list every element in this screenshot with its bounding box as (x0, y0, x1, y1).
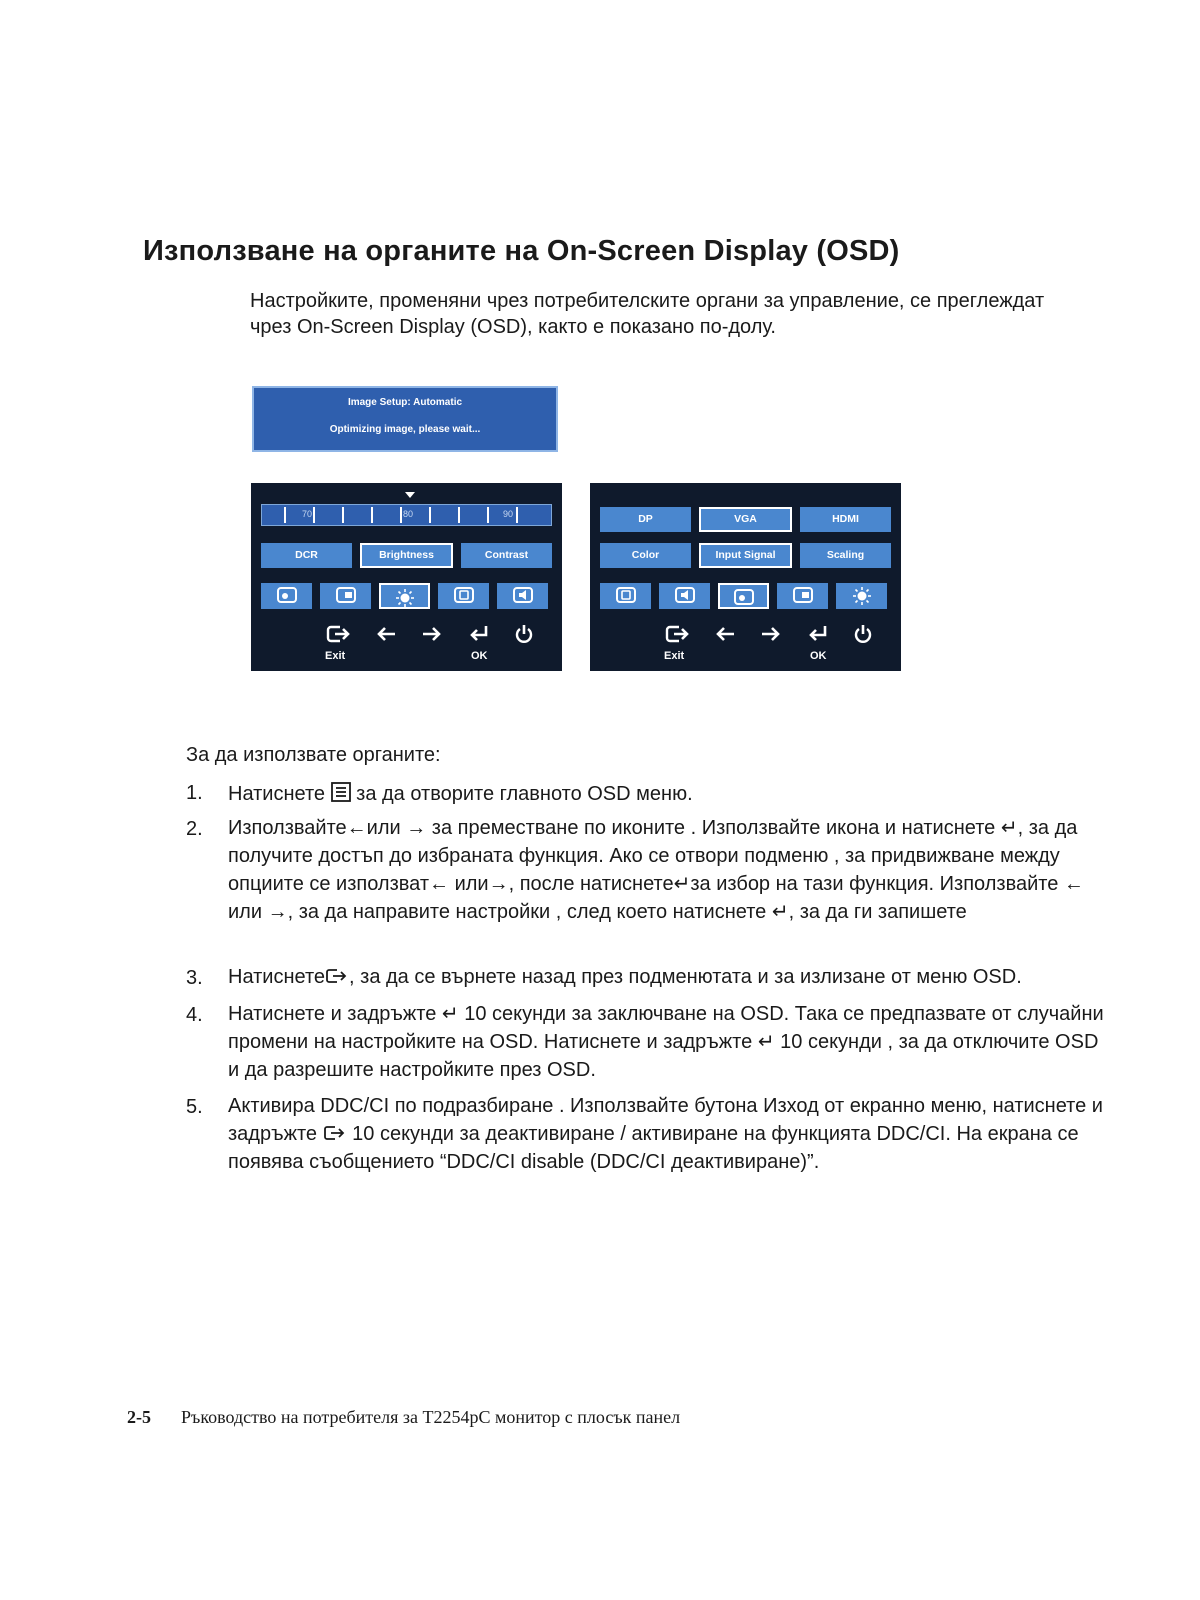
enter-icon[interactable] (467, 623, 489, 651)
exit-label: Exit (325, 650, 346, 662)
enter-icon[interactable] (806, 623, 828, 651)
step-text: Натиснете и задръжте (228, 1003, 437, 1025)
osd-brightness-panel (251, 483, 562, 671)
enter-icon: ↵ (1000, 817, 1018, 839)
exit-icon (323, 1124, 347, 1142)
left-arrow-icon: ← (1063, 873, 1084, 895)
image-properties-icon-button[interactable] (320, 583, 371, 609)
input-signal-icon-button[interactable] (600, 583, 651, 609)
dp-button[interactable]: DP (600, 507, 691, 532)
sun-icon (851, 587, 873, 605)
ok-label: OK (810, 650, 827, 662)
image-properties-icon (793, 587, 813, 603)
color-button[interactable]: Color (600, 543, 691, 568)
step-text: , за да ги запишете (788, 901, 967, 923)
scale-tick (516, 507, 518, 523)
input-signal-button[interactable]: Input Signal (699, 543, 792, 568)
sun-icon (394, 589, 416, 607)
scale-tick (342, 507, 344, 523)
osd-input-signal-panel (590, 483, 901, 671)
step-text: Натиснете (228, 966, 326, 988)
step-text: , за да получите достъп до избраната функция. Ако се отвори подменю , за придвижване между опциите се използват (228, 817, 1078, 895)
ok-label: OK (471, 650, 488, 662)
step-text: за избор на тази функция. Използвайте (690, 873, 1059, 895)
brightness-icon-button[interactable] (379, 583, 430, 609)
power-icon[interactable] (852, 623, 874, 651)
image-setup-icon-button[interactable] (261, 583, 312, 609)
step-number: 5. (186, 1096, 203, 1118)
enter-icon: ↵ (673, 873, 691, 895)
scale-tick (371, 507, 373, 523)
section-heading: Използване на органите на On-Screen Display (OSD) (143, 235, 900, 267)
scale-tick (284, 507, 286, 523)
scale-number: 90 (503, 509, 514, 519)
scale-tick (400, 507, 402, 523)
exit-icon (325, 967, 349, 985)
scaling-button[interactable]: Scaling (800, 543, 891, 568)
scale-number: 80 (403, 509, 414, 519)
brightness-button[interactable]: Brightness (360, 543, 453, 568)
osd-status-banner (252, 386, 558, 452)
input-signal-icon-button[interactable] (438, 583, 489, 609)
right-arrow-icon: → (488, 873, 509, 895)
monitor-icon (616, 587, 636, 603)
left-arrow-icon[interactable] (375, 623, 397, 651)
instructions-lead: За да използвате органите: (186, 744, 441, 766)
exit-icon[interactable] (326, 623, 352, 651)
step-text: за да отворите главното OSD меню. (356, 783, 693, 805)
left-arrow-icon[interactable] (714, 623, 736, 651)
scale-tick (313, 507, 315, 523)
image-setup-icon (734, 589, 754, 605)
step-text: 10 секунди , за да отключите OSD и да разрешите настройките през OSD. (228, 1031, 1099, 1081)
right-arrow-icon: → (406, 817, 427, 839)
right-arrow-icon[interactable] (421, 623, 443, 651)
vga-button[interactable]: VGA (699, 507, 792, 532)
step-text: Натиснете (228, 783, 326, 805)
image-setup-icon-button[interactable] (718, 583, 769, 609)
right-arrow-icon: → (267, 901, 288, 923)
step-text: , после натиснете (508, 873, 674, 895)
scale-tick (487, 507, 489, 523)
left-arrow-icon: ← (429, 873, 449, 895)
step-text: за преместване по иконите . Използвайте икона и натиснете (431, 817, 996, 839)
step-text: 10 секунди за заключване на OSD. Така се предпазвате от случайни промени на настройките на OSD. Натиснете и задръжте (228, 1003, 1104, 1053)
page-number: 2-5 (127, 1407, 151, 1427)
scale-pointer-icon (405, 492, 415, 498)
scale-number: 70 (302, 509, 313, 519)
brightness-icon-button[interactable] (836, 583, 887, 609)
menu-icon (331, 782, 351, 802)
brightness-scale[interactable] (261, 504, 552, 526)
exit-icon[interactable] (665, 623, 691, 651)
banner-title: Image Setup: Automatic (347, 397, 463, 408)
intro-paragraph: Настройките, променяни чрез потребителските органи за управление, се преглеждат чрез On-Screen Display (OSD), както е показано по-долу. (250, 290, 1045, 338)
image-setup-icon (277, 587, 297, 603)
banner-message: Optimizing image, please wait... (329, 424, 481, 435)
step-text: или (454, 873, 489, 895)
speaker-icon (513, 587, 533, 603)
step-number: 2. (186, 818, 203, 840)
step-text: Активира DDC/CI по подразбиране . Използвайте бутона Изход от екранно меню, натиснете и задръжте (228, 1095, 1103, 1145)
enter-icon: ↵ (441, 1003, 459, 1025)
options-icon-button[interactable] (659, 583, 710, 609)
step-text: Използвайте (228, 817, 347, 839)
scale-tick (458, 507, 460, 523)
page-footer (127, 1407, 680, 1428)
options-icon-button[interactable] (497, 583, 548, 609)
step-text: или (366, 817, 401, 839)
footer-title: Ръководство на потребителя за T2254pC монитор с плосък панел (181, 1407, 681, 1427)
hdmi-button[interactable]: HDMI (800, 507, 891, 532)
scale-tick (429, 507, 431, 523)
step-text: или (228, 901, 263, 923)
step-text: 10 секунди за деактивиране / активиране на функцията DDC/CI. На екрана се появява съобщението “DDC/CI disable (DDC/CI деактивиране)”. (228, 1123, 1079, 1173)
image-properties-icon-button[interactable] (777, 583, 828, 609)
exit-label: Exit (664, 650, 685, 662)
step-number: 4. (186, 1004, 203, 1026)
image-properties-icon (336, 587, 356, 603)
step-text: , за да се върнете назад през подменютата и за излизане от меню OSD. (349, 966, 1022, 988)
enter-icon: ↵ (771, 901, 789, 923)
monitor-icon (454, 587, 474, 603)
step-number: 3. (186, 967, 203, 989)
contrast-button[interactable]: Contrast (461, 543, 552, 568)
right-arrow-icon[interactable] (760, 623, 782, 651)
power-icon[interactable] (513, 623, 535, 651)
dcr-button[interactable]: DCR (261, 543, 352, 568)
step-number: 1. (186, 782, 203, 804)
enter-icon: ↵ (757, 1031, 775, 1053)
left-arrow-icon: ← (346, 817, 367, 839)
step-text: , за да направите настройки , след което натиснете (287, 901, 767, 923)
speaker-icon (675, 587, 695, 603)
